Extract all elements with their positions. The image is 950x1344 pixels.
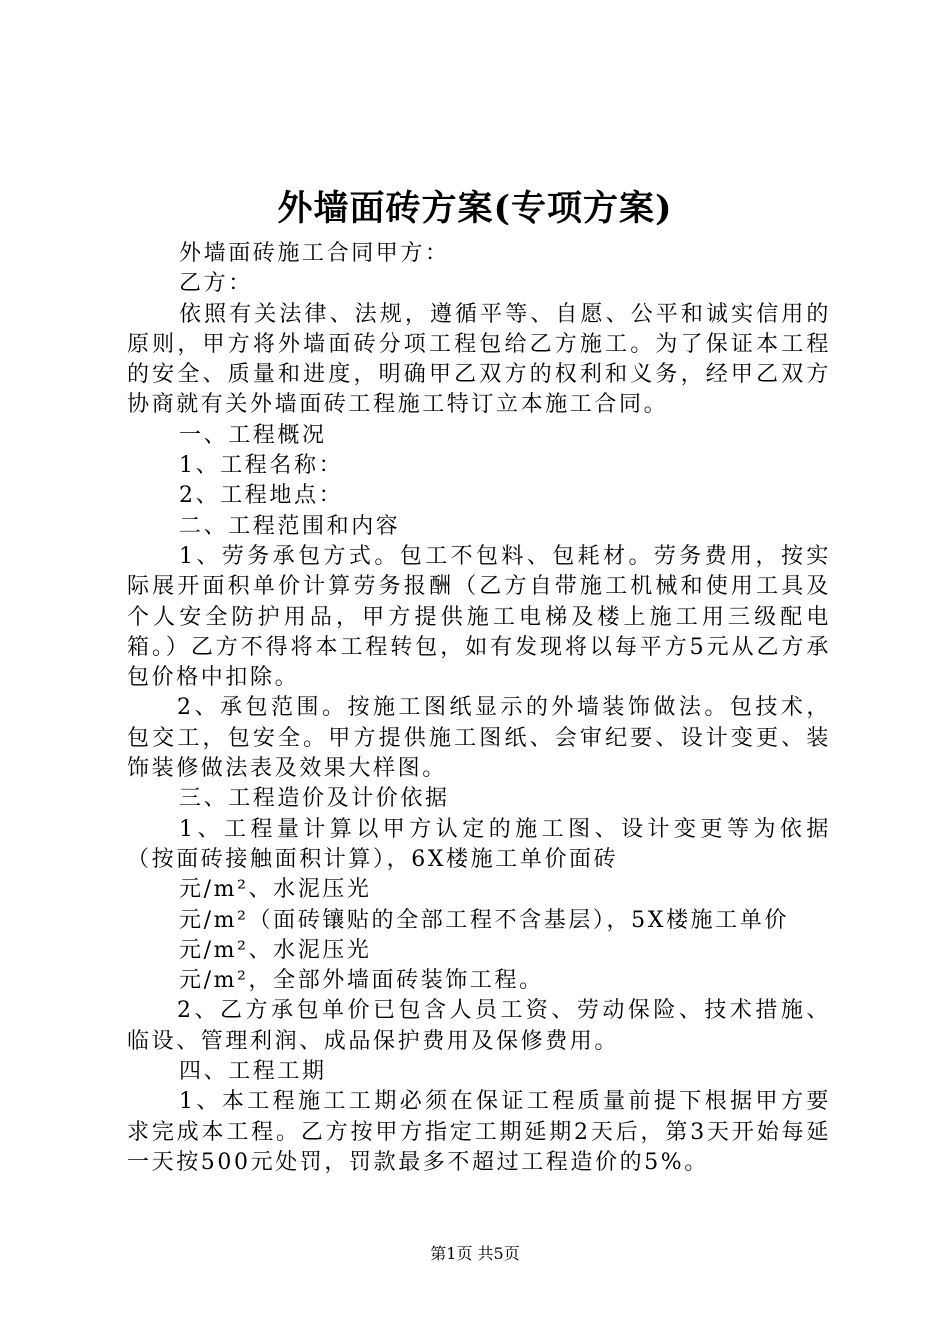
paragraph-price-line-2: 元/m²（面砖镶贴的全部工程不含基层），5X楼施工单价 [179, 907, 789, 933]
page-footer: 第1页 共5页 [430, 1244, 520, 1263]
section-heading-pricing: 三、工程造价及计价依据 [179, 786, 450, 812]
document-title: 外墙面砖方案(专项方案) [277, 188, 673, 229]
document-body [127, 239, 831, 1178]
paragraph-price-line-4: 元/m²，全部外墙面砖装饰工程。 [179, 968, 544, 994]
paragraph-party-a: 外墙面砖施工合同甲方： [179, 241, 450, 266]
paragraph-preamble: 依照有关法律、法规，遵循平等、自愿、公平和诚实信用的原则，甲方将外墙面砖分项工程包给乙方施工。为了保证本工程的安全、质量和进度，明确甲乙双方的权利和义务，经甲乙双方协商就有关外墙面砖工程施工特订立本施工合同。 [127, 301, 831, 418]
paragraph-price-line-3: 元/m²、水泥压光 [179, 937, 372, 963]
paragraph-quantity-basis: 1、工程量计算以甲方认定的施工图、设计变更等为依据（按面砖接触面积计算），6X楼施工单价面砖 [127, 816, 831, 872]
paragraph-project-location: 2、工程地点： [179, 483, 344, 509]
paragraph-contract-scope: 2、承包范围。按施工图纸显示的外墙装饰做法。包技术，包交工，包安全。甲方提供施工图纸、会审纪要、设计变更、装饰装修做法表及效果大样图。 [127, 695, 831, 782]
section-heading-scope: 二、工程范围和内容 [179, 513, 401, 539]
paragraph-unit-price-includes: 2、乙方承包单价已包含人员工资、劳动保险、技术措施、临设、管理利润、成品保护费用及保修费用。 [127, 998, 831, 1054]
section-heading-schedule: 四、工程工期 [179, 1059, 327, 1085]
paragraph-labor-contract: 1、劳务承包方式。包工不包料、包耗材。劳务费用，按实际展开面积单价计算劳务报酬（乙方自带施工机械和使用工具及个人安全防护用品，甲方提供施工电梯及楼上施工用三级配电箱。）乙方不得将本工程转包，如有发现将以每平方5元从乙方承包价格中扣除。 [127, 543, 831, 691]
paragraph-party-b: 乙方： [179, 271, 253, 297]
paragraph-price-line-1: 元/m²、水泥压光 [179, 877, 372, 903]
section-heading-overview: 一、工程概况 [179, 422, 327, 448]
paragraph-schedule-penalty: 1、本工程施工工期必须在保证工程质量前提下根据甲方要求完成本工程。乙方按甲方指定工期延期2天后，第3天开始每延一天按500元处罚，罚款最多不超过工程造价的5%。 [127, 1089, 831, 1175]
paragraph-project-name: 1、工程名称： [179, 453, 344, 479]
